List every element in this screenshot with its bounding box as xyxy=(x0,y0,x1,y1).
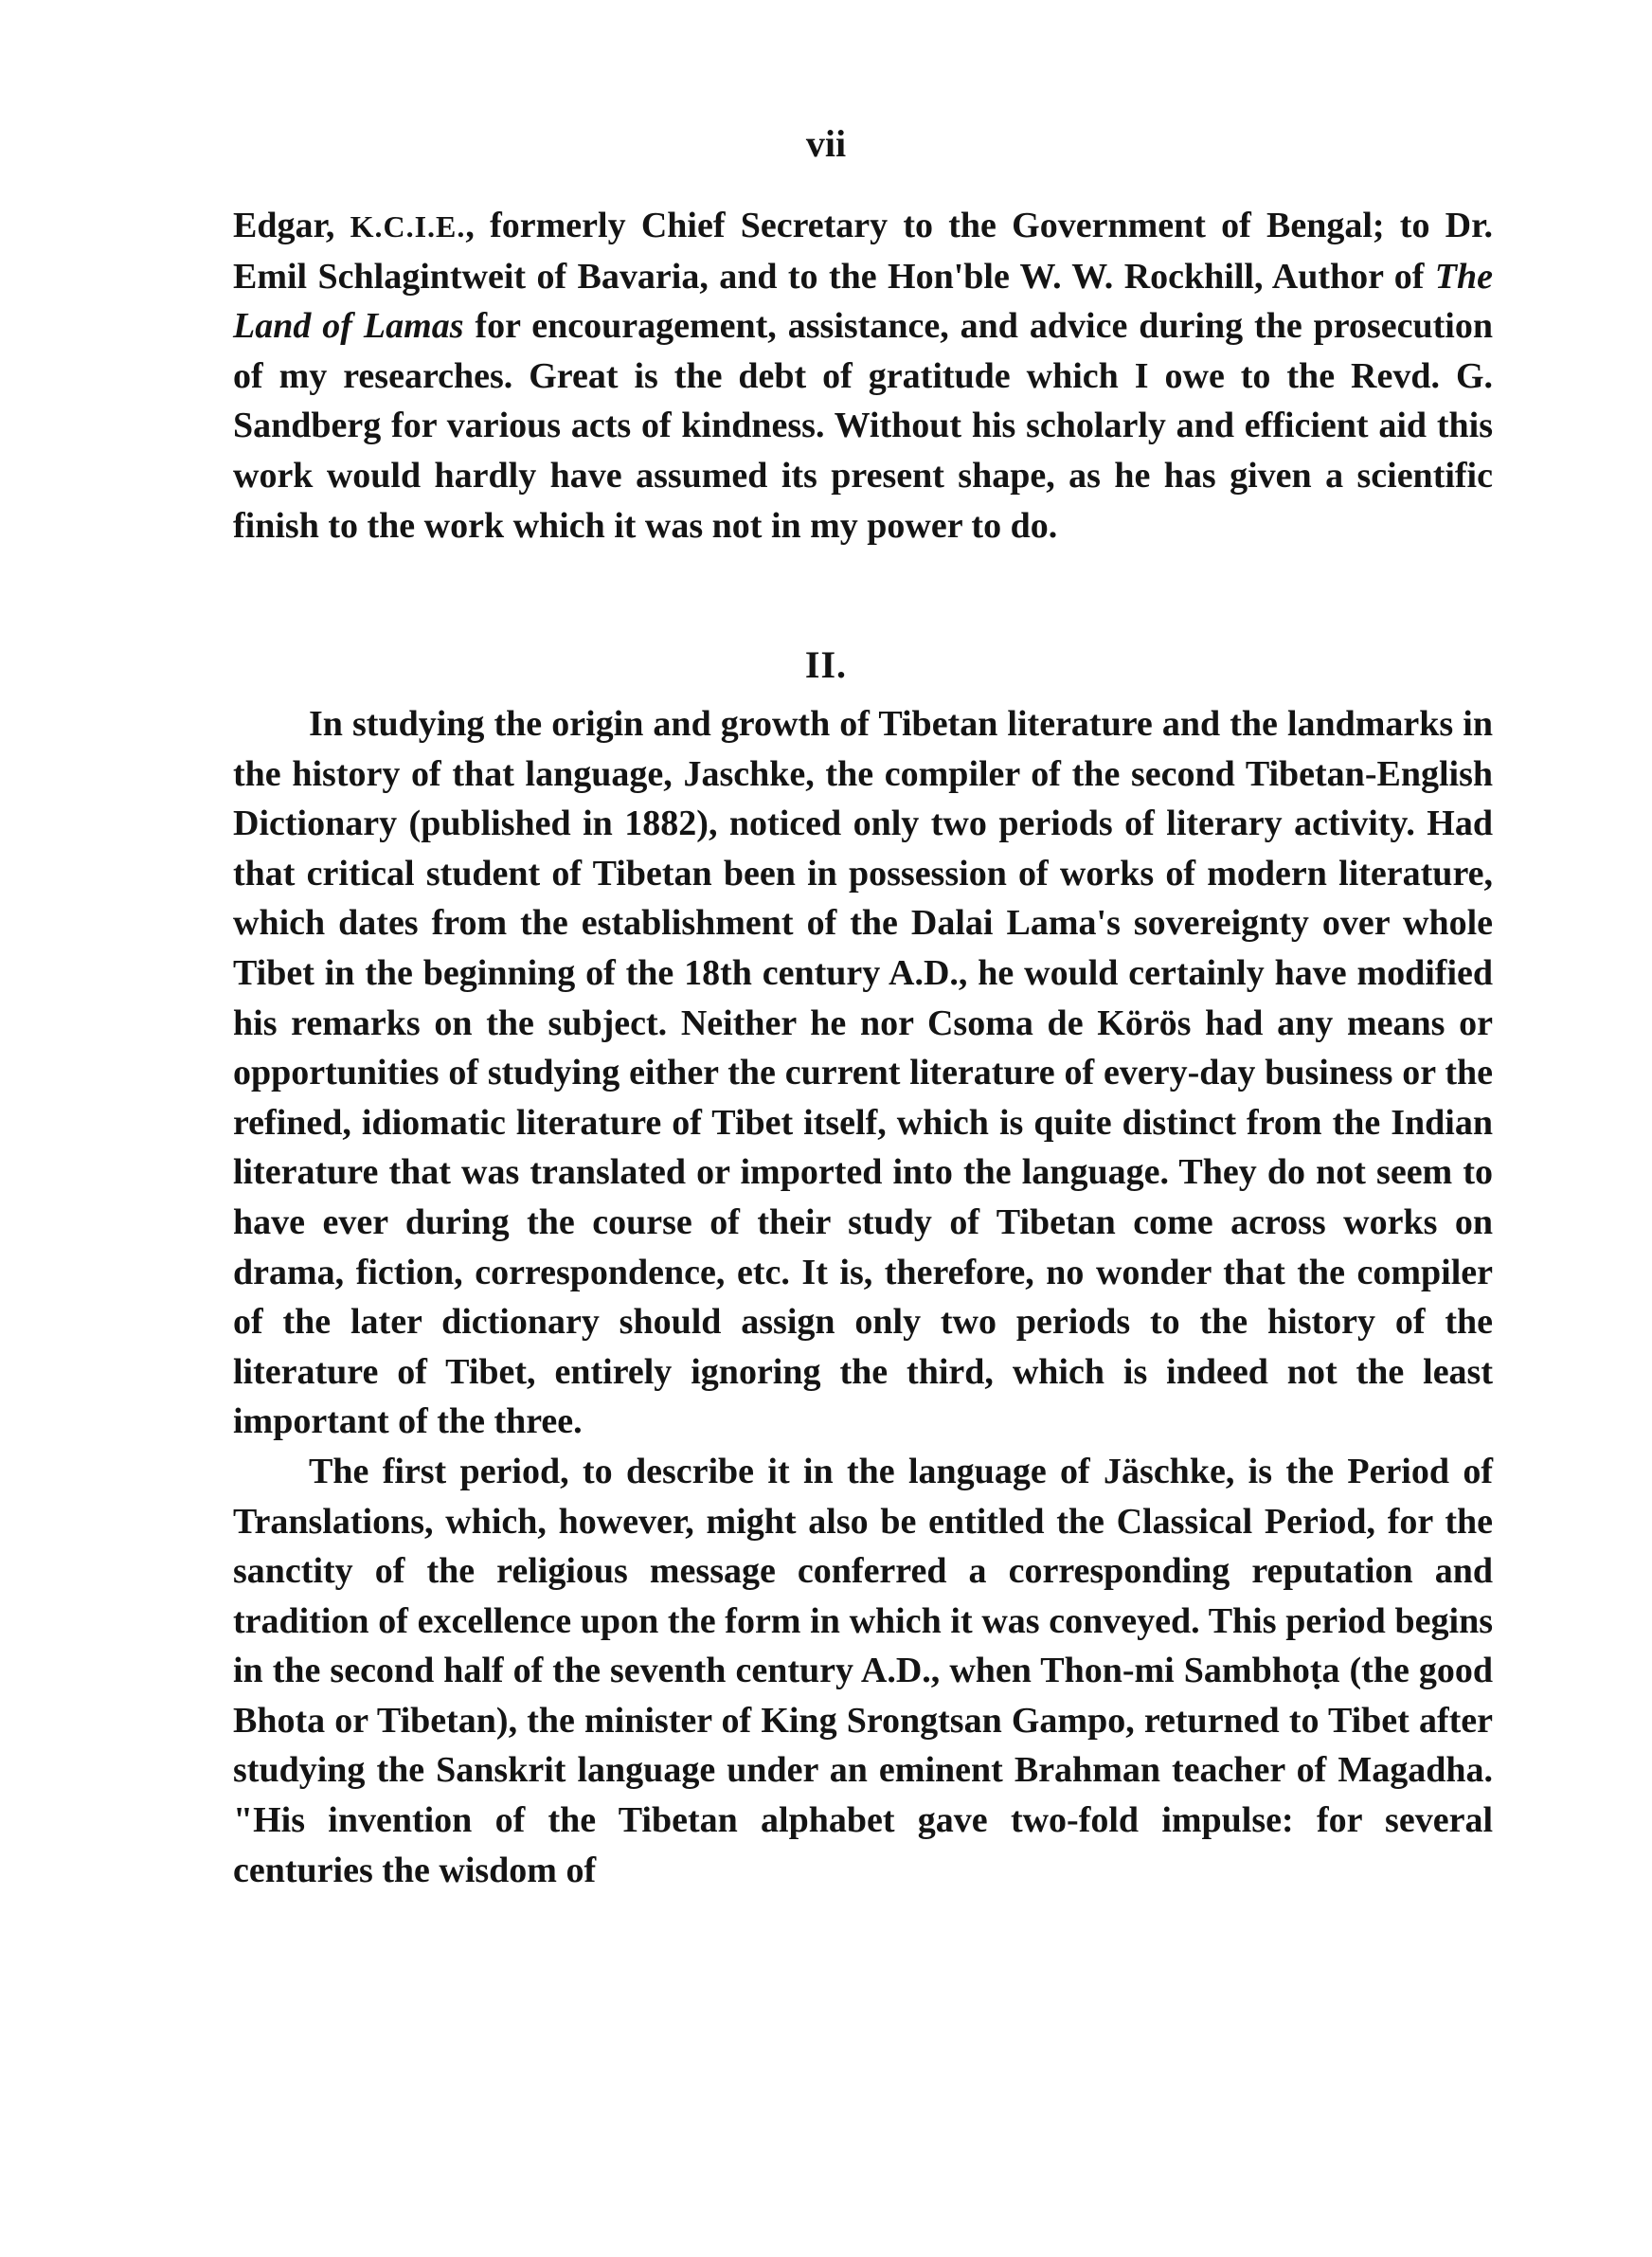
page-number: vii xyxy=(805,122,847,165)
book-title-land-of-lamas: The Land of Lamas xyxy=(233,256,1493,347)
section-heading: II. xyxy=(804,643,848,686)
honorific-kcie: K.C.I.E. xyxy=(350,209,466,244)
para1-text-a: Edgar, xyxy=(233,206,350,245)
acknowledgements-text xyxy=(233,201,1493,551)
para1-text-c: for encouragement, assistance, and advice during the prosecution of my researches. Great is the debt of gratitude which I owe to the Revd. G. Sandberg for various acts of kindness. Without his scholarly and efficient aid this work would hardly have assumed its present shape, as he has given a scientific finish to the work which it was not in my power to do. xyxy=(233,306,1493,546)
section-two-text xyxy=(233,699,1493,1895)
paragraph-acknowledgements xyxy=(233,201,1493,551)
paragraph-literary-periods: In studying the origin and growth of Tibetan literature and the landmarks in the history of that language, Jaschke, the compiler of the second Tibetan-English Dictionary (published in 1882), noticed only two periods of literary activity. Had that critical student of Tibetan been in possession of works of modern literature, which dates from the establishment of the Dalai Lama's sovereignty over whole Tibet in the beginning of the 18th century A.D., he would certainly have modified his remarks on the subject. Neither he nor Csoma de Körös had any means or opportunities of studying either the current literature of every-day business or the refined, idiomatic literature of Tibet itself, which is quite distinct from the Indian literature that was translated or imported into the language. They do not seem to have ever during the course of their study of Tibetan come across works on drama, fiction, correspondence, etc. It is, therefore, no wonder that the compiler of the later dictionary should assign only two periods to the history of the literature of Tibet, entirely ignoring the third, which is indeed not the least important of the three. xyxy=(233,704,1493,1442)
para1-text-b: , formerly Chief Secretary to the Government of Bengal; to Dr. Emil Schlagintweit of Bavaria, and to the Hon'ble W. W. Rockhill, Author of xyxy=(233,206,1493,297)
paragraph-first-period: The first period, to describe it in the language of Jäschke, is the Period of Translations, which, however, might also be entitled the Classical Period, for the sanctity of the religious message conferred a corresponding reputation and tradition of excellence upon the form in which it was conveyed. This period begins in the second half of the seventh century A.D., when Thon-mi Sambhoṭa (the good Bhota or Tibetan), the minister of King Srongtsan Gampo, returned to Tibet after studying the Sanskrit language under an eminent Brahman teacher of Magadha. "His invention of the Tibetan alphabet gave two-fold impulse: for several centuries the wisdom of xyxy=(233,1451,1493,1890)
